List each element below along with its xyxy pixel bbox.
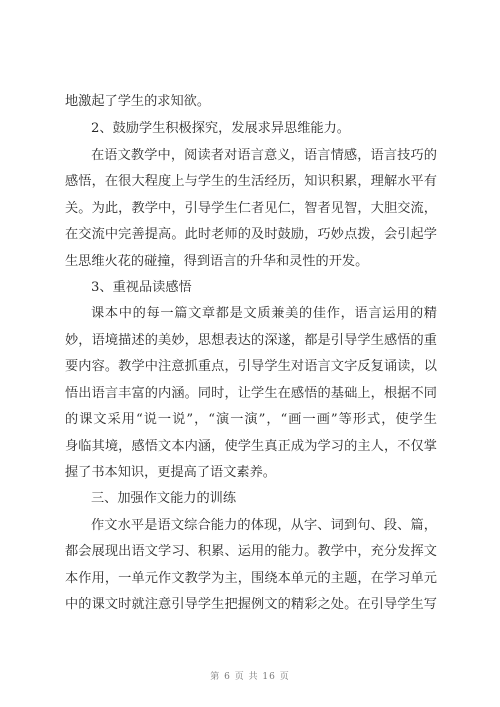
text-line: 的课文采用“说一说”，“演一演”，“画一画”等形式，使学生 bbox=[65, 412, 437, 427]
text-line: 身临其境，感悟文本内涵，使学生真正成为学习的主人，不仅掌 bbox=[65, 439, 437, 454]
section-heading: 三、加强作文能力的训练 bbox=[91, 491, 237, 506]
text-line: 本作用，一单元作文教学为主，围绕本单元的主题，在学习单元 bbox=[65, 571, 437, 586]
text-line: 课本中的每一篇文章都是文质兼美的佳作，语言运用的精 bbox=[91, 306, 437, 321]
text-line: 关。为此，教学中，引导学生仁者见仁，智者见智，大胆交流， bbox=[65, 201, 437, 216]
text-line: 感悟，在很大程度上与学生的生活经历，知识积累，理解水平有 bbox=[65, 174, 437, 189]
text-line: 作文水平是语文综合能力的体现，从字、词到句、段、篇， bbox=[91, 518, 437, 533]
text-line: 生思维火花的碰撞，得到语言的升华和灵性的开发。 bbox=[65, 254, 369, 269]
text-line: 地激起了学生的求知欲。 bbox=[65, 94, 211, 109]
section-heading: 2、鼓励学生积极探究，发展求异思维能力。 bbox=[91, 121, 350, 136]
text-line: 妙，语境描述的美妙，思想表达的深遂，都是引导学生感悟的重 bbox=[65, 333, 437, 348]
page-number-footer: 第 6 页 共 16 页 bbox=[210, 672, 290, 682]
text-line: 在交流中完善提高。此时老师的及时鼓励，巧妙点拨，会引起学 bbox=[65, 227, 437, 242]
section-heading: 3、重视品读感悟 bbox=[91, 280, 192, 295]
text-line: 中的课文时就注意引导学生把握例文的精彩之处。在引导学生写 bbox=[65, 597, 437, 612]
text-line: 在语文教学中，阅读者对语言意义，语言情感，语言技巧的 bbox=[91, 148, 437, 163]
text-line: 要内容。教学中注意抓重点，引导学生对语言文字反复诵读，以 bbox=[65, 359, 437, 374]
text-line: 都会展现出语文学习、积累、运用的能力。教学中，充分发挥文 bbox=[65, 544, 437, 559]
text-line: 悟出语言丰富的内涵。同时，让学生在感悟的基础上，根据不同 bbox=[65, 386, 437, 401]
text-line: 握了书本知识，更提高了语文素养。 bbox=[65, 465, 276, 480]
